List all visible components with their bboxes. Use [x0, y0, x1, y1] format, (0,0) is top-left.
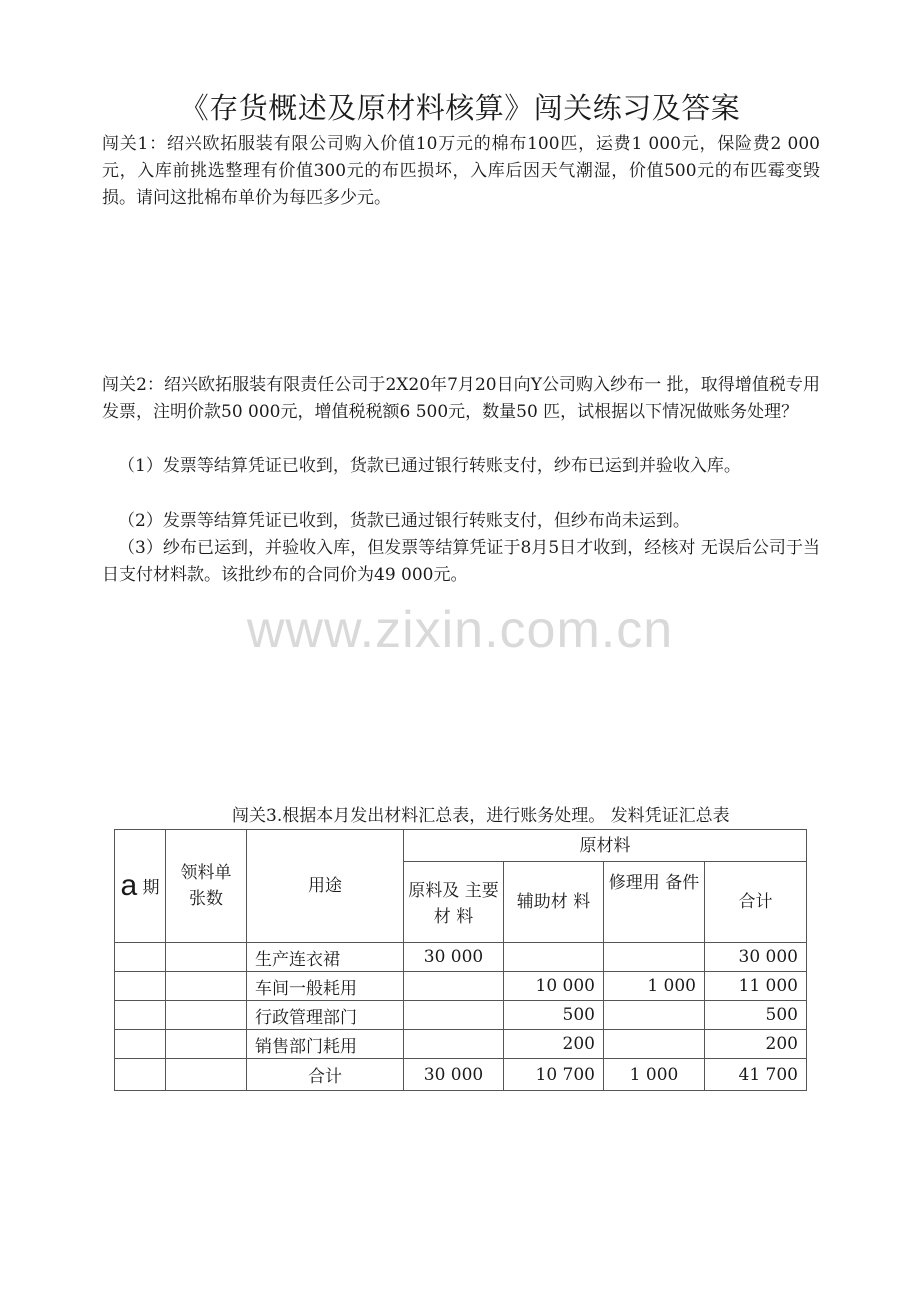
cell-aux: 200 — [504, 1030, 604, 1059]
pass2-question: 闯关2：绍兴欧拓服装有限责任公司于2X20年7月20日向Y公司购入纱布一 批，取得增值税专用发票，注明价款50 000元，增值税税额6 500元，数量50 匹，试根据以下情况做账务处理？ — [102, 375, 820, 422]
cell-repair — [604, 1001, 705, 1030]
pass1-question: 闯关1：绍兴欧拓服装有限公司购入价值10万元的棉布100匹，运费1 000元，保险费2 000元，入库前挑选整理有价值300元的布匹损坏，入库后因天气潮湿，价值500元的布匹霉变毁损。请问这批棉布单价为每匹多少元。 — [102, 134, 820, 208]
cell-total-main: 30 000 — [404, 1059, 504, 1091]
cell-repair — [604, 1030, 705, 1059]
cell-main — [404, 1030, 504, 1059]
cell-aux: 500 — [504, 1001, 604, 1030]
cell-total: 200 — [705, 1030, 807, 1059]
cell-aux — [504, 943, 604, 972]
cell-total-aux: 10 700 — [504, 1059, 604, 1091]
pass2-item-1: （1）发票等结算凭证已收到，货款已通过银行转账支付，纱布已运到并验收入库。 — [118, 456, 741, 476]
cell-grand-total: 41 700 — [705, 1059, 807, 1091]
header-repair-parts — [604, 862, 705, 943]
document-title: 《存货概述及原材料核算》闯关练习及答案 — [179, 91, 741, 125]
table-total-row — [115, 1059, 807, 1091]
cell-aux: 10 000 — [504, 972, 604, 1001]
cell-main — [404, 1001, 504, 1030]
header-date-text: 期 — [142, 878, 160, 898]
cell-repair — [604, 943, 705, 972]
header-total: 合计 — [705, 862, 807, 943]
pass2-item-3: （3）纱布已运到，并验收入库，但发票等结算凭证于8月5日才收到，经核对 无误后公司于当日支付材料款。该批纱布的合同价为49 000元。 — [102, 538, 820, 585]
pass3-caption: 闯关3.根据本月发出材料汇总表，进行账务处理。 发料凭证汇总表 — [232, 806, 730, 826]
header-raw-materials: 原材料 — [404, 830, 807, 862]
cell-date — [115, 972, 166, 1001]
cell-main — [404, 972, 504, 1001]
header-slip-count-label: 领料单张数 — [180, 863, 232, 909]
table-row — [115, 1001, 807, 1030]
cell-total: 30 000 — [705, 943, 807, 972]
table-row — [115, 943, 807, 972]
cell-slip-count — [166, 1001, 247, 1030]
cell-total-label: 合计 — [247, 1059, 404, 1091]
watermark: www.zixin.com.cn — [246, 601, 674, 659]
header-date-glyph: a — [120, 869, 138, 902]
cell-date — [115, 1059, 166, 1091]
cell-slip-count — [166, 943, 247, 972]
header-purpose: 用途 — [247, 830, 404, 943]
cell-total: 11 000 — [705, 972, 807, 1001]
header-repair-parts-label: 修理用 备件 — [608, 873, 700, 893]
header-slip-count — [166, 830, 247, 943]
header-main-materials — [404, 862, 504, 943]
cell-purpose: 生产连衣裙 — [247, 943, 404, 972]
header-date — [115, 830, 166, 943]
cell-slip-count — [166, 1059, 247, 1091]
table-row — [115, 1030, 807, 1059]
table-row — [115, 972, 807, 1001]
cell-purpose: 行政管理部门 — [247, 1001, 404, 1030]
cell-date — [115, 1001, 166, 1030]
table-header-row-1 — [115, 830, 807, 862]
cell-repair: 1 000 — [604, 972, 705, 1001]
cell-total: 500 — [705, 1001, 807, 1030]
pass2-item-2: （2）发票等结算凭证已收到，货款已通过银行转账支付，但纱布尚未运到。 — [118, 511, 690, 531]
header-auxiliary: 辅助材 料 — [504, 862, 604, 943]
cell-purpose: 车间一般耗用 — [247, 972, 404, 1001]
cell-purpose: 销售部门耗用 — [247, 1030, 404, 1059]
cell-date — [115, 943, 166, 972]
cell-date — [115, 1030, 166, 1059]
cell-total-repair: 1 000 — [604, 1059, 705, 1091]
cell-slip-count — [166, 972, 247, 1001]
cell-slip-count — [166, 1030, 247, 1059]
header-main-materials-label: 原料及 主要材 料 — [408, 881, 499, 927]
cell-main: 30 000 — [404, 943, 504, 972]
material-issue-summary-table — [114, 829, 807, 1091]
